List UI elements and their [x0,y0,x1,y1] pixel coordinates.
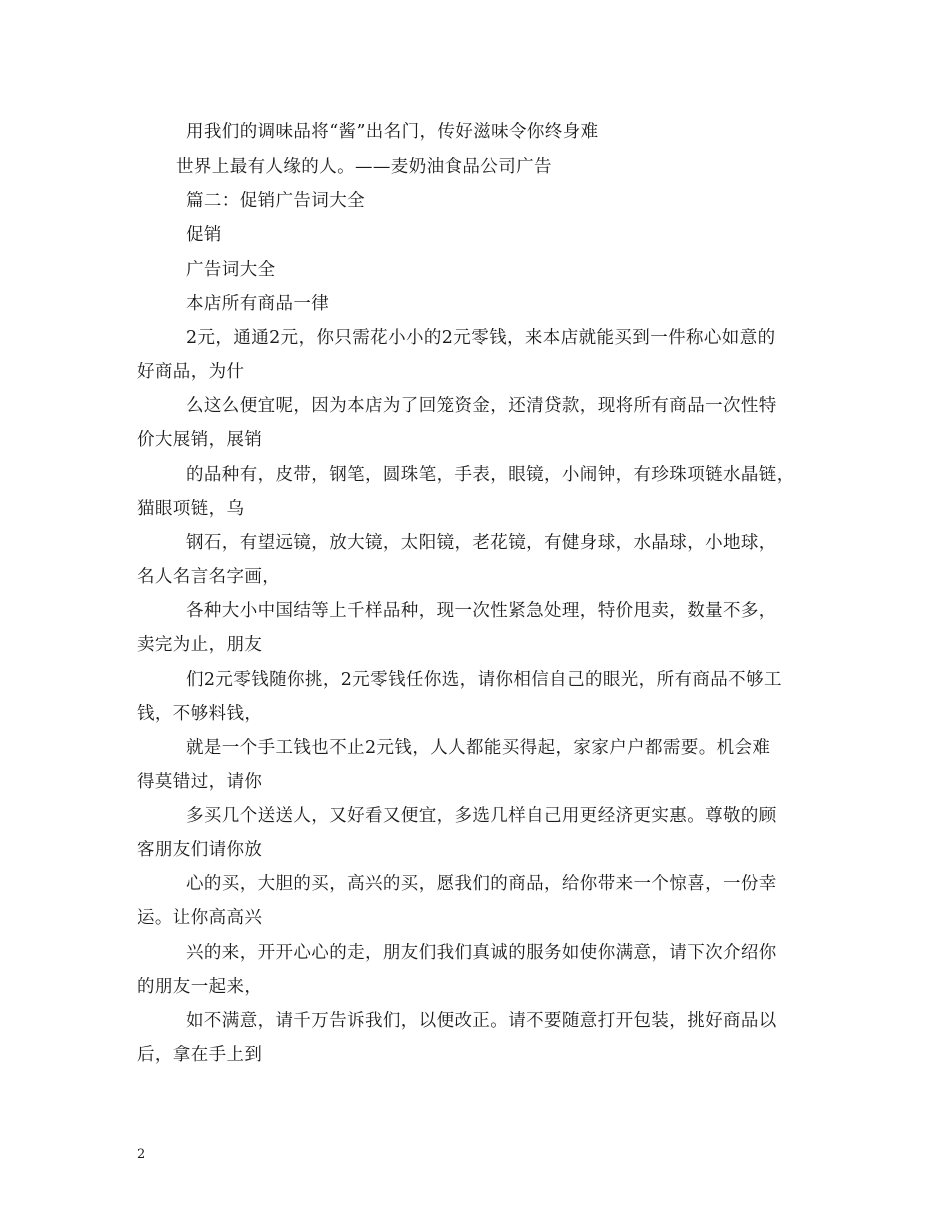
text-line: 各种大小中国结等上千样品种，现一次性紧急处理，特价甩卖，数量不多， [186,601,777,621]
text-line: 就是一个手工钱也不止2元钱，人人都能买得起，家家户户都需要。机会难 [186,738,771,758]
text-line: 钢石，有望远镜，放大镜，太阳镜，老花镜，有健身球，水晶球，小地球， [186,533,777,553]
text-line: 运。让你高高兴 [137,908,263,928]
text-line: 钱，不够料钱， [137,704,263,724]
text-line: 世界上最有人缘的人。——麦奶油食品公司广告 [176,157,552,177]
page-number: 2 [137,1147,146,1162]
text-line: 么这么便宜呢，因为本店为了回笼资金，还清贷款，现将所有商品一次性特 [186,396,777,416]
text-line: 篇二：促销广告词大全 [186,191,365,211]
text-line: 名人名言名字画， [137,567,281,587]
text-line: 促销 [186,225,222,245]
text-line: 兴的来，开开心心的走，朋友们我们真诚的服务如使你满意，请下次介绍你 [186,943,777,963]
text-line: 用我们的调味品将“酱”出名门，传好滋味令你终身难 [186,122,599,142]
text-line: 如不满意，请千万告诉我们，以便改正。请不要随意打开包装，挑好商品以 [186,1011,777,1031]
text-line: 价大展销，展销 [137,430,263,450]
text-line: 得莫错过，请你 [137,772,263,792]
text-line: 猫眼项链，乌 [137,499,245,519]
text-line: 客朋友们请你放 [137,840,263,860]
text-line: 后，拿在手上到 [137,1045,263,1065]
text-line: 卖完为止，朋友 [137,635,263,655]
text-line: 好商品，为什 [137,362,245,382]
text-line: 们2元零钱随你挑，2元零钱任你选，请你相信自己的眼光，所有商品不够工 [186,670,782,690]
text-line: 的朋友一起来， [137,977,263,997]
text-line: 心的买，大胆的买，高兴的买，愿我们的商品，给你带来一个惊喜，一份幸 [186,874,777,894]
text-line: 的品种有，皮带，钢笔，圆珠笔，手表，眼镜，小闹钟，有珍珠项链水晶链， [186,465,795,485]
text-line: 广告词大全 [186,260,276,280]
text-line: 2元，通通2元，你只需花小小的2元零钱，来本店就能买到一件称心如意的 [186,328,776,348]
text-line: 本店所有商品一律 [186,294,330,314]
text-line: 多买几个送送人，又好看又便宜，多选几样自己用更经济更实惠。尊敬的顾 [186,806,777,826]
